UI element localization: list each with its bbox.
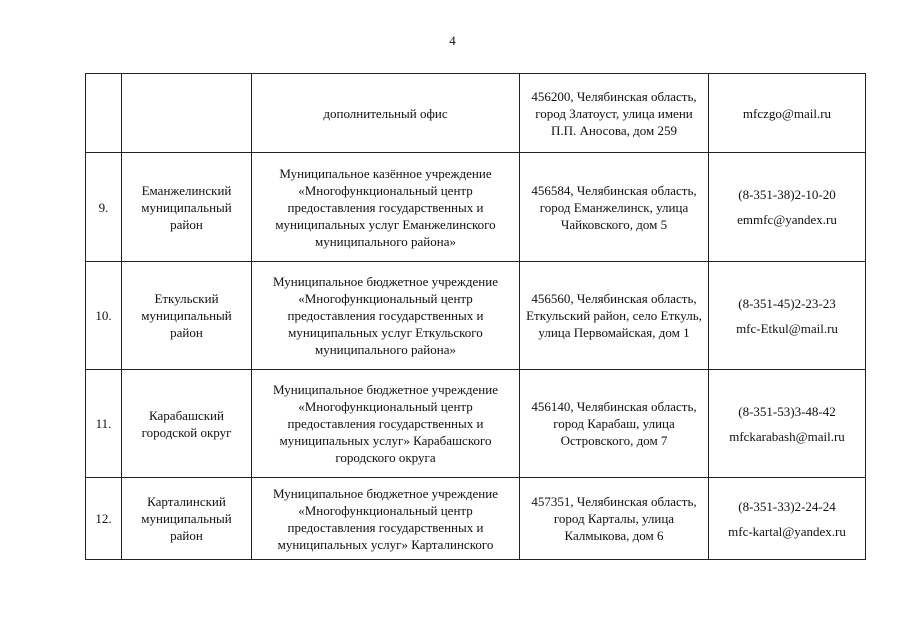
contacts-cell <box>709 370 866 478</box>
email-link[interactable]: mfczgo@mail.ru <box>742 105 832 121</box>
district-cell: Карабашский городской округ <box>122 370 252 478</box>
organization-cell: Муниципальное бюджетное учреждение «Многофункциональный центр предоставления государственных и муниципальных услуг» Карталинского <box>252 478 520 560</box>
table-row <box>86 74 866 153</box>
contacts-cell <box>709 478 866 560</box>
organization-cell: Муниципальное бюджетное учреждение «Многофункциональный центр предоставления государственных и муниципальных услуг» Карабашского городского округа <box>252 370 520 478</box>
phone-number: (8-351-45)2-23-23 <box>738 295 836 311</box>
contacts-cell <box>709 74 866 153</box>
address-cell: 456584, Челябинская область, город Еманжелинск, улица Чайковского, дом 5 <box>520 153 709 262</box>
phone-number: (8-351-33)2-24-24 <box>738 498 836 514</box>
phone-number: (8-351-53)3-48-42 <box>738 403 836 419</box>
address-cell: 457351, Челябинская область, город Карталы, улица Калмыкова, дом 6 <box>520 478 709 560</box>
contacts-cell <box>709 153 866 262</box>
row-number-cell: 9. <box>86 153 122 262</box>
table-row <box>86 478 866 560</box>
email-link[interactable]: mfc-Etkul@mail.ru <box>736 320 838 336</box>
email-link[interactable]: mfc-kartal@yandex.ru <box>728 523 846 539</box>
address-cell: 456560, Челябинская область, Еткульский район, село Еткуль, улица Первомайская, дом 1 <box>520 262 709 370</box>
district-cell: Карталинский муниципальный район <box>122 478 252 560</box>
contacts-cell <box>709 262 866 370</box>
district-cell: Еткульский муниципальный район <box>122 262 252 370</box>
address-cell: 456200, Челябинская область, город Златоуст, улица имени П.П. Аносова, дом 259 <box>520 74 709 153</box>
page-number: 4 <box>449 33 456 48</box>
row-number-cell: 11. <box>86 370 122 478</box>
organization-cell: Муниципальное бюджетное учреждение «Многофункциональный центр предоставления государственных и муниципальных услуг Еткульского муниципального района» <box>252 262 520 370</box>
organization-cell: Муниципальное казённое учреждение «Многофункциональный центр предоставления государственных и муниципальных услуг Еманжелинского муниципального района» <box>252 153 520 262</box>
row-number-cell: 12. <box>86 478 122 560</box>
row-number-cell: 10. <box>86 262 122 370</box>
email-link[interactable]: mfckarabash@mail.ru <box>729 428 845 444</box>
table-row <box>86 370 866 478</box>
phone-number: (8-351-38)2-10-20 <box>738 187 836 202</box>
address-cell: 456140, Челябинская область, город Карабаш, улица Островского, дом 7 <box>520 370 709 478</box>
district-cell <box>122 74 252 153</box>
table-row <box>86 153 866 262</box>
mfc-registry-table <box>85 73 866 560</box>
row-number-cell <box>86 74 122 153</box>
table-row <box>86 262 866 370</box>
email-link[interactable]: emmfc@yandex.ru <box>737 212 837 227</box>
organization-cell: дополнительный офис <box>252 74 520 153</box>
district-cell: Еманжелинский муниципальный район <box>122 153 252 262</box>
